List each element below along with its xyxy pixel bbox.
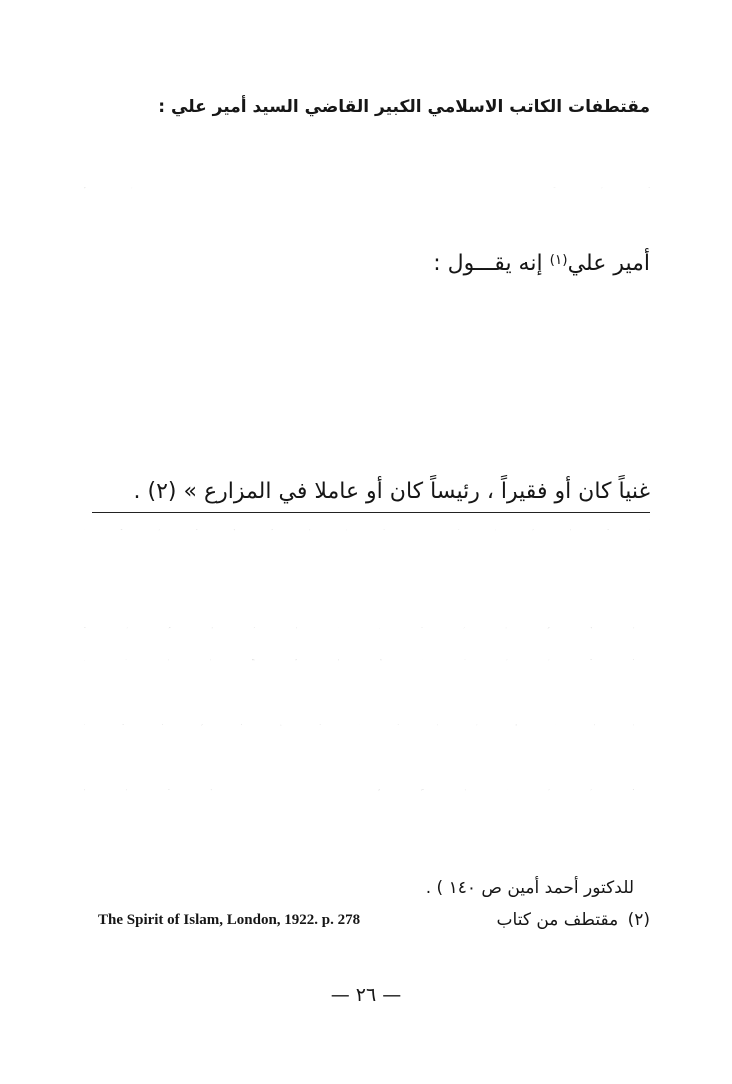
intro-text: إنه يقـــول : [433,251,543,276]
footnote-1-line [84,514,650,547]
intro-line-4 [84,245,650,283]
footnote-2 [84,904,650,937]
quote-line [84,397,650,435]
intro-line-1 [84,131,650,169]
main-text [84,131,650,511]
footnote-1-line [84,774,650,807]
footnote-1-line [84,644,650,677]
footnote-1-line [84,547,650,580]
footnote-reference: (١) [549,251,568,268]
footnote-2-arabic [497,904,650,937]
footnote-1-line [84,742,650,775]
intro-line-2 [84,169,650,207]
footnote-marker: (٢) [627,910,650,930]
footnotes [84,514,650,937]
footnote-1-line [84,807,650,840]
footnote-1-line: للدكتور أحمد أمين ص ١٤٠ ) . [425,877,634,898]
footnote-divider [92,512,650,513]
quote-line [84,359,650,397]
footnote-text: مقتطف من كتاب [496,910,619,930]
quote-line [84,283,650,321]
quote-line: غنياً كان أو فقيراً ، رئيساً كان أو عاملا في المزارع » (٢) . [133,479,650,504]
intro-text: أمير علي [567,251,650,276]
footnote-1-line [84,579,650,612]
quote-line [84,435,650,473]
section-heading: مقتطفات الكاتب الاسلامي الكبير القاضي السيد أمير علي : [158,97,650,117]
english-book-reference: The Spirit of Islam, London, 1922. p. 278 [98,912,361,928]
intro-line-3 [84,207,650,245]
quote-line [84,321,650,359]
page-number: — ٢٦ — [330,984,402,1006]
footnote-1-line [84,709,650,742]
footnote-1-line [84,612,650,645]
footnote-1-line [84,677,650,710]
footnote-1-line [84,839,650,872]
